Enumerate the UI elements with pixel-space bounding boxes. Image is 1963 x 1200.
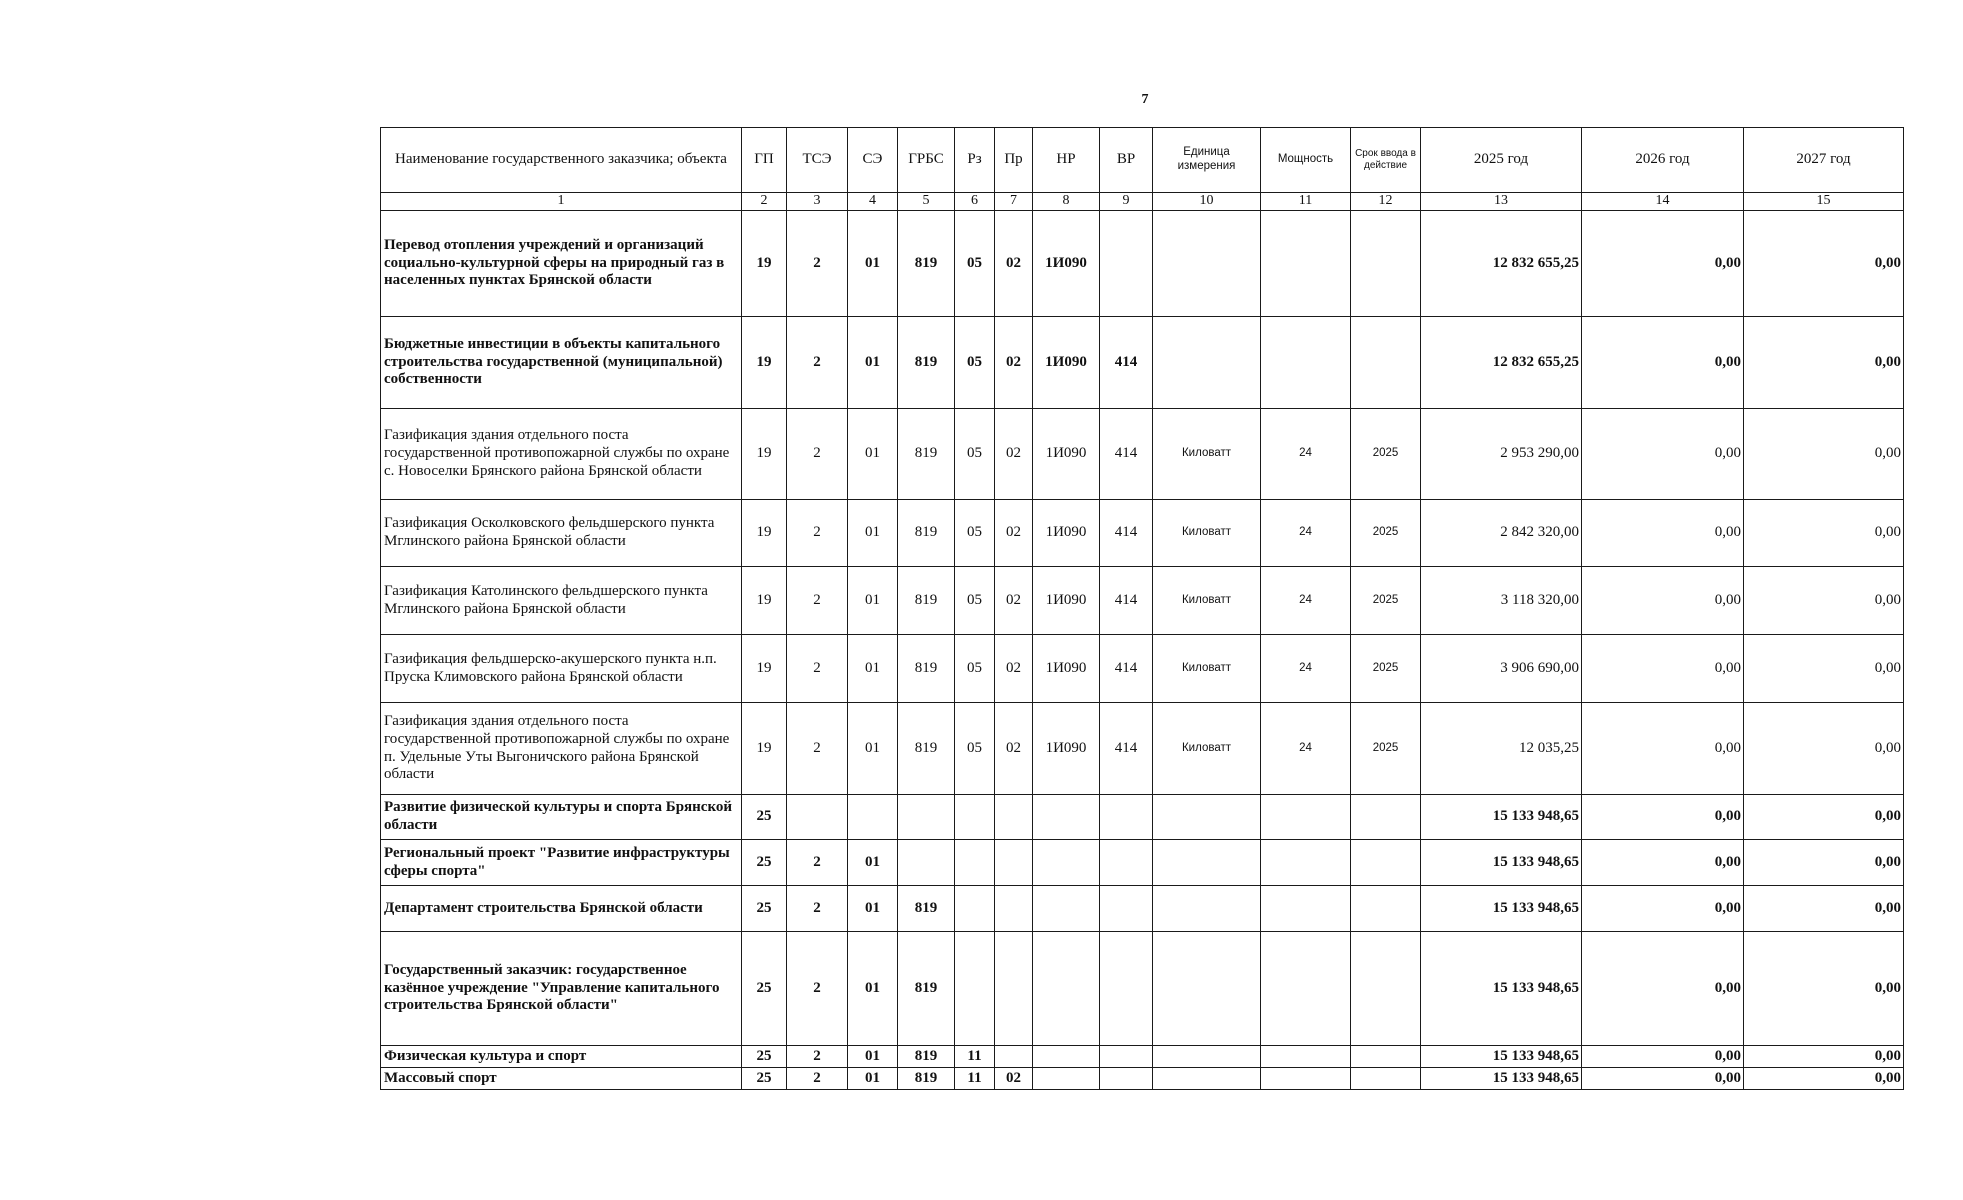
cell-2026: 0,00 [1582,635,1744,703]
cell-unit [1153,795,1261,840]
cell-rz: 05 [955,211,995,317]
cell-gp: 25 [742,1068,787,1090]
cell-power [1261,317,1351,409]
cell-2026: 0,00 [1582,703,1744,795]
cell-2026: 0,00 [1582,567,1744,635]
column-number: 11 [1261,193,1351,211]
cell-rz: 05 [955,317,995,409]
cell-2027: 0,00 [1744,840,1904,886]
table-row [381,317,1904,409]
cell-2027: 0,00 [1744,886,1904,932]
cell-nr: 1И090 [1033,500,1100,567]
cell-2026: 0,00 [1582,1046,1744,1068]
cell-se: 01 [848,840,898,886]
cell-rz [955,840,995,886]
cell-power [1261,1068,1351,1090]
table-row [381,211,1904,317]
budget-table [380,127,1904,1090]
cell-term [1351,211,1421,317]
column-number: 3 [787,193,848,211]
column-number: 2 [742,193,787,211]
cell-grbs: 819 [898,1046,955,1068]
cell-vr [1100,211,1153,317]
row-name: Департамент строительства Брянской области [381,886,742,932]
cell-2027: 0,00 [1744,635,1904,703]
cell-gp: 25 [742,795,787,840]
cell-2025: 3 118 320,00 [1421,567,1582,635]
cell-nr [1033,795,1100,840]
header-grbs: ГРБС [898,128,955,193]
cell-nr: 1И090 [1033,409,1100,500]
cell-vr: 414 [1100,317,1153,409]
cell-power [1261,840,1351,886]
cell-term [1351,840,1421,886]
cell-pr [995,1046,1033,1068]
cell-pr [995,840,1033,886]
cell-vr [1100,886,1153,932]
cell-vr: 414 [1100,567,1153,635]
cell-pr: 02 [995,567,1033,635]
cell-grbs: 819 [898,211,955,317]
cell-tse: 2 [787,500,848,567]
cell-grbs: 819 [898,500,955,567]
cell-se: 01 [848,1068,898,1090]
cell-pr [995,932,1033,1046]
cell-grbs: 819 [898,886,955,932]
cell-se: 01 [848,500,898,567]
cell-power: 24 [1261,567,1351,635]
cell-grbs [898,840,955,886]
cell-term: 2025 [1351,567,1421,635]
cell-power [1261,211,1351,317]
cell-2026: 0,00 [1582,1068,1744,1090]
row-name: Газификация здания отдельного поста государственной противопожарной службы по охране п. Удельные Уты Выгоничского района Брянской области [381,703,742,795]
cell-gp: 19 [742,635,787,703]
cell-2025: 2 953 290,00 [1421,409,1582,500]
cell-rz: 05 [955,500,995,567]
cell-rz: 11 [955,1068,995,1090]
cell-rz [955,932,995,1046]
header-row [381,128,1904,193]
cell-vr: 414 [1100,409,1153,500]
cell-term: 2025 [1351,703,1421,795]
cell-term: 2025 [1351,409,1421,500]
cell-2025: 3 906 690,00 [1421,635,1582,703]
cell-power: 24 [1261,409,1351,500]
header-nr: НР [1033,128,1100,193]
cell-term: 2025 [1351,635,1421,703]
cell-pr [995,886,1033,932]
row-name: Газификация здания отдельного поста государственной противопожарной службы по охране с. Новоселки Брянского района Брянской области [381,409,742,500]
cell-vr [1100,1046,1153,1068]
cell-unit: Киловатт [1153,567,1261,635]
cell-rz: 05 [955,635,995,703]
cell-2027: 0,00 [1744,211,1904,317]
cell-unit [1153,1046,1261,1068]
cell-term [1351,795,1421,840]
cell-nr [1033,1046,1100,1068]
cell-grbs: 819 [898,635,955,703]
cell-2025: 15 133 948,65 [1421,886,1582,932]
cell-2027: 0,00 [1744,567,1904,635]
cell-2026: 0,00 [1582,886,1744,932]
cell-grbs: 819 [898,703,955,795]
cell-rz: 05 [955,409,995,500]
cell-tse: 2 [787,703,848,795]
cell-2027: 0,00 [1744,500,1904,567]
cell-se: 01 [848,567,898,635]
cell-power [1261,1046,1351,1068]
cell-gp: 19 [742,500,787,567]
row-name: Государственный заказчик: государственное казённое учреждение "Управление капитального строительства Брянской области" [381,932,742,1046]
cell-unit: Киловатт [1153,703,1261,795]
column-number: 7 [995,193,1033,211]
cell-rz: 11 [955,1046,995,1068]
column-number: 13 [1421,193,1582,211]
row-name: Физическая культура и спорт [381,1046,742,1068]
column-number: 9 [1100,193,1153,211]
cell-pr: 02 [995,703,1033,795]
header-gp: ГП [742,128,787,193]
cell-tse: 2 [787,1046,848,1068]
cell-vr [1100,795,1153,840]
cell-unit [1153,840,1261,886]
cell-term [1351,932,1421,1046]
cell-se [848,795,898,840]
cell-tse: 2 [787,409,848,500]
cell-pr: 02 [995,409,1033,500]
cell-power [1261,932,1351,1046]
cell-power [1261,886,1351,932]
cell-vr: 414 [1100,703,1153,795]
cell-2025: 15 133 948,65 [1421,932,1582,1046]
header-2025: 2025 год [1421,128,1582,193]
cell-tse: 2 [787,211,848,317]
cell-grbs: 819 [898,567,955,635]
cell-vr: 414 [1100,635,1153,703]
page-number: 7 [1141,92,1149,107]
cell-rz [955,886,995,932]
cell-se: 01 [848,211,898,317]
cell-se: 01 [848,635,898,703]
cell-2027: 0,00 [1744,703,1904,795]
cell-tse: 2 [787,635,848,703]
row-name: Бюджетные инвестиции в объекты капитального строительства государственной (муниципальной) собственности [381,317,742,409]
cell-nr: 1И090 [1033,567,1100,635]
cell-unit [1153,317,1261,409]
header-2026: 2026 год [1582,128,1744,193]
row-name: Массовый спорт [381,1068,742,1090]
cell-2027: 0,00 [1744,932,1904,1046]
row-name: Газификация Католинского фельдшерского пункта Мглинского района Брянской области [381,567,742,635]
table-row [381,1068,1904,1090]
table-row [381,886,1904,932]
cell-grbs: 819 [898,317,955,409]
cell-grbs: 819 [898,1068,955,1090]
column-number: 4 [848,193,898,211]
cell-rz: 05 [955,567,995,635]
cell-power: 24 [1261,703,1351,795]
cell-2027: 0,00 [1744,409,1904,500]
cell-gp: 25 [742,886,787,932]
cell-tse: 2 [787,1068,848,1090]
cell-2025: 15 133 948,65 [1421,1046,1582,1068]
cell-gp: 25 [742,840,787,886]
table-row [381,840,1904,886]
cell-unit [1153,211,1261,317]
column-number: 12 [1351,193,1421,211]
cell-grbs: 819 [898,409,955,500]
cell-vr: 414 [1100,500,1153,567]
cell-gp: 19 [742,409,787,500]
cell-gp: 19 [742,567,787,635]
cell-2025: 12 832 655,25 [1421,211,1582,317]
column-number: 8 [1033,193,1100,211]
cell-nr: 1И090 [1033,317,1100,409]
cell-2025: 15 133 948,65 [1421,1068,1582,1090]
cell-pr: 02 [995,1068,1033,1090]
header-power: Мощность [1261,128,1351,193]
cell-nr [1033,1068,1100,1090]
cell-gp: 19 [742,703,787,795]
cell-nr: 1И090 [1033,703,1100,795]
cell-power: 24 [1261,635,1351,703]
table-row [381,795,1904,840]
cell-nr [1033,840,1100,886]
cell-se: 01 [848,703,898,795]
cell-nr: 1И090 [1033,211,1100,317]
cell-se: 01 [848,886,898,932]
cell-vr [1100,840,1153,886]
header-se: СЭ [848,128,898,193]
header-2027: 2027 год [1744,128,1904,193]
cell-tse: 2 [787,567,848,635]
cell-2025: 15 133 948,65 [1421,795,1582,840]
cell-term [1351,1046,1421,1068]
cell-nr [1033,886,1100,932]
cell-2027: 0,00 [1744,795,1904,840]
cell-unit: Киловатт [1153,635,1261,703]
cell-unit [1153,1068,1261,1090]
cell-gp: 25 [742,932,787,1046]
header-rz: Рз [955,128,995,193]
cell-se: 01 [848,932,898,1046]
cell-vr [1100,1068,1153,1090]
column-number: 6 [955,193,995,211]
header-pr: Пр [995,128,1033,193]
row-name: Газификация фельдшерско-акушерского пункта н.п. Пруска Климовского района Брянской области [381,635,742,703]
cell-nr [1033,932,1100,1046]
table-row [381,500,1904,567]
table-row [381,635,1904,703]
cell-term [1351,317,1421,409]
cell-2025: 15 133 948,65 [1421,840,1582,886]
table-row [381,703,1904,795]
cell-tse: 2 [787,317,848,409]
header-tse: ТСЭ [787,128,848,193]
cell-tse [787,795,848,840]
cell-vr [1100,932,1153,1046]
cell-2027: 0,00 [1744,1046,1904,1068]
cell-2026: 0,00 [1582,211,1744,317]
cell-2025: 12 832 655,25 [1421,317,1582,409]
header-term: Срок ввода в действие [1351,128,1421,193]
cell-2026: 0,00 [1582,840,1744,886]
cell-2027: 0,00 [1744,1068,1904,1090]
cell-pr: 02 [995,500,1033,567]
row-name: Перевод отопления учреждений и организаций социально-культурной сферы на природный газ в населенных пунктах Брянской области [381,211,742,317]
cell-gp: 25 [742,1046,787,1068]
column-number: 5 [898,193,955,211]
cell-power [1261,795,1351,840]
cell-pr [995,795,1033,840]
cell-grbs: 819 [898,932,955,1046]
cell-gp: 19 [742,317,787,409]
cell-pr: 02 [995,211,1033,317]
cell-term [1351,886,1421,932]
cell-tse: 2 [787,932,848,1046]
cell-term: 2025 [1351,500,1421,567]
header-unit: Единица измерения [1153,128,1261,193]
cell-rz [955,795,995,840]
cell-unit: Киловатт [1153,500,1261,567]
cell-unit: Киловатт [1153,409,1261,500]
cell-2027: 0,00 [1744,317,1904,409]
cell-tse: 2 [787,840,848,886]
cell-se: 01 [848,1046,898,1068]
row-name: Развитие физической культуры и спорта Брянской области [381,795,742,840]
table-row [381,1046,1904,1068]
table-row [381,409,1904,500]
cell-2026: 0,00 [1582,932,1744,1046]
table-row [381,567,1904,635]
cell-2026: 0,00 [1582,795,1744,840]
row-name: Газификация Осколковского фельдшерского пункта Мглинского района Брянской области [381,500,742,567]
cell-2026: 0,00 [1582,317,1744,409]
cell-rz: 05 [955,703,995,795]
cell-power: 24 [1261,500,1351,567]
column-number: 15 [1744,193,1904,211]
cell-pr: 02 [995,635,1033,703]
column-number-row [381,193,1904,211]
cell-grbs [898,795,955,840]
cell-2025: 2 842 320,00 [1421,500,1582,567]
column-number: 10 [1153,193,1261,211]
cell-unit [1153,932,1261,1046]
header-name: Наименование государственного заказчика; объекта [381,128,742,193]
cell-nr: 1И090 [1033,635,1100,703]
header-vr: ВР [1100,128,1153,193]
cell-term [1351,1068,1421,1090]
column-number: 1 [381,193,742,211]
cell-tse: 2 [787,886,848,932]
column-number: 14 [1582,193,1744,211]
cell-pr: 02 [995,317,1033,409]
row-name: Региональный проект "Развитие инфраструктуры сферы спорта" [381,840,742,886]
cell-unit [1153,886,1261,932]
table-row [381,932,1904,1046]
cell-se: 01 [848,317,898,409]
cell-gp: 19 [742,211,787,317]
cell-2026: 0,00 [1582,500,1744,567]
cell-2026: 0,00 [1582,409,1744,500]
cell-2025: 12 035,25 [1421,703,1582,795]
cell-se: 01 [848,409,898,500]
